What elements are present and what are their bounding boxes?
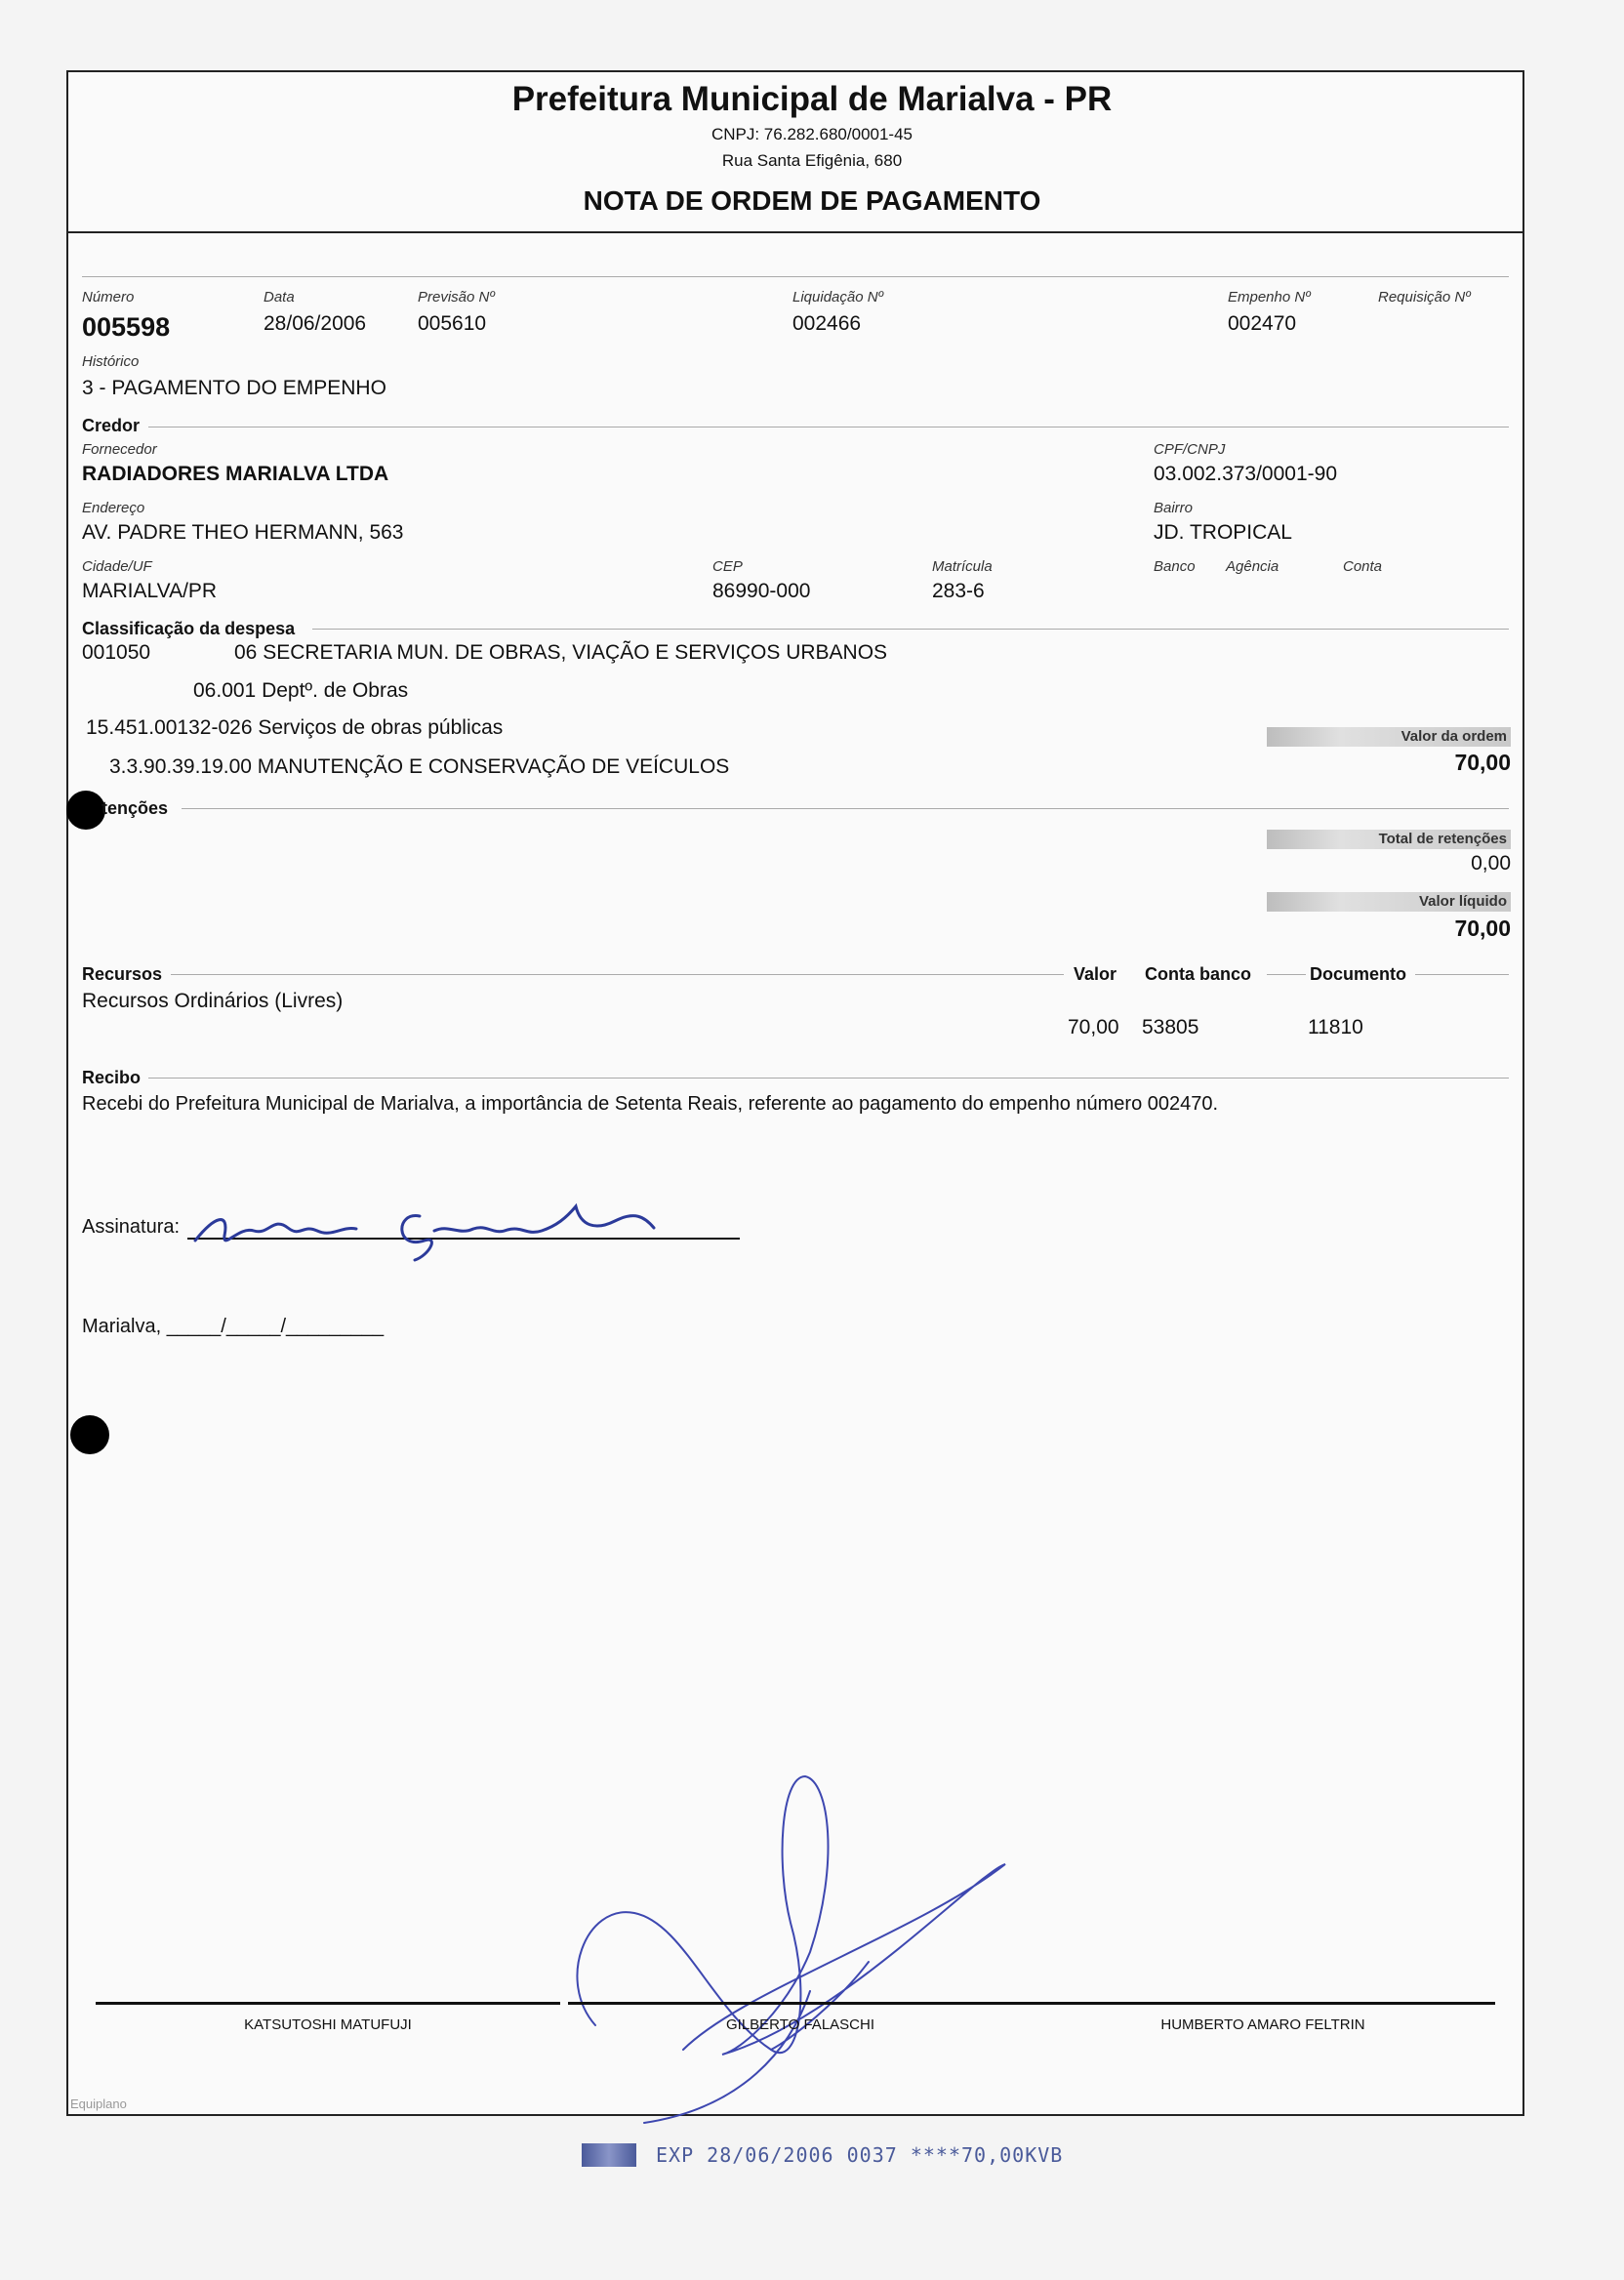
endereco-value: AV. PADRE THEO HERMANN, 563 bbox=[82, 521, 404, 544]
signature-line-3 bbox=[1031, 2002, 1495, 2005]
retencoes-rule bbox=[182, 808, 1509, 809]
top-rule bbox=[82, 276, 1509, 277]
previsao-value: 005610 bbox=[418, 312, 487, 335]
recursos-conta: 53805 bbox=[1142, 1016, 1199, 1038]
total-retencoes-label: Total de retenções bbox=[1267, 830, 1511, 849]
recipient-signature bbox=[185, 1197, 693, 1265]
liquidacao-label: Liquidação Nº bbox=[792, 289, 884, 305]
cnpj-text: CNPJ: 76.282.680/0001-45 bbox=[710, 125, 914, 143]
bank-logo-icon bbox=[582, 2143, 636, 2167]
valor-ordem-value: 70,00 bbox=[1454, 750, 1511, 775]
cidade-value: MARIALVA/PR bbox=[82, 580, 218, 602]
signatory-1: KATSUTOSHI MATUFUJI bbox=[244, 2016, 412, 2033]
recibo-text: Recebi do Prefeitura Municipal de Marialva, a importância de Setenta Reais, referente ao pagamento do empenho número 002470. bbox=[82, 1093, 1219, 1115]
authorizer-signature bbox=[547, 1757, 1074, 2128]
elemento-text: 3.3.90.39.19.00 MANUTENÇÃO E CONSERVAÇÃO DE VEÍCULOS bbox=[109, 755, 730, 778]
recursos-valor-label: Valor bbox=[1074, 964, 1117, 984]
bairro-value: JD. TROPICAL bbox=[1154, 521, 1292, 544]
numero-label: Número bbox=[82, 289, 135, 305]
recursos-rule-3 bbox=[1415, 974, 1509, 975]
municipality-title: Prefeitura Municipal de Marialva - PR bbox=[511, 80, 1113, 118]
recibo-section: Recibo bbox=[82, 1068, 142, 1087]
dept-text: 06.001 Deptº. de Obras bbox=[193, 679, 409, 702]
funcional-text: 15.451.00132-026 Serviços de obras públicas bbox=[86, 716, 504, 739]
requisicao-label: Requisição Nº bbox=[1378, 289, 1471, 305]
classificacao-code: 001050 bbox=[82, 641, 151, 664]
data-value: 28/06/2006 bbox=[264, 312, 367, 335]
signature-line-2 bbox=[568, 2002, 1033, 2005]
matricula-value: 283-6 bbox=[932, 580, 985, 602]
conta-label: Conta bbox=[1343, 558, 1383, 575]
bairro-label: Bairro bbox=[1154, 500, 1194, 516]
valor-ordem-label: Valor da ordem bbox=[1267, 727, 1511, 747]
recursos-valor: 70,00 bbox=[1068, 1016, 1119, 1038]
recursos-conta-label: Conta banco bbox=[1145, 964, 1252, 984]
cep-label: CEP bbox=[712, 558, 743, 575]
cep-value: 86990-000 bbox=[712, 580, 811, 602]
classificacao-section: Classificação da despesa bbox=[82, 619, 296, 638]
empenho-label: Empenho Nº bbox=[1228, 289, 1311, 305]
credor-section: Credor bbox=[82, 416, 141, 435]
cidade-label: Cidade/UF bbox=[82, 558, 152, 575]
secretaria-text: 06 SECRETARIA MUN. DE OBRAS, VIAÇÃO E SERVIÇOS URBANOS bbox=[234, 641, 888, 664]
signatory-2: GILBERTO FALASCHI bbox=[726, 2016, 874, 2033]
liquidacao-value: 002466 bbox=[792, 312, 862, 335]
header-divider bbox=[66, 231, 1524, 233]
recursos-section: Recursos bbox=[82, 964, 163, 984]
local-date: Marialva, _____/_____/_________ bbox=[82, 1316, 385, 1337]
historico-label: Histórico bbox=[82, 353, 140, 370]
recursos-rule bbox=[171, 974, 1064, 975]
recursos-documento-label: Documento bbox=[1310, 964, 1406, 984]
credor-rule bbox=[148, 427, 1509, 428]
punch-hole-dot-2 bbox=[70, 1415, 109, 1454]
numero-value: 005598 bbox=[82, 312, 171, 342]
fornecedor-label: Fornecedor bbox=[82, 441, 157, 458]
valor-liquido-value: 70,00 bbox=[1454, 916, 1511, 941]
banco-label: Banco bbox=[1154, 558, 1196, 575]
recibo-rule bbox=[148, 1078, 1509, 1079]
data-label: Data bbox=[264, 289, 295, 305]
endereco-label: Endereço bbox=[82, 500, 145, 516]
bank-stamp-text: EXP 28/06/2006 0037 ****70,00KVB bbox=[656, 2143, 1064, 2167]
document-title: NOTA DE ORDEM DE PAGAMENTO bbox=[583, 185, 1041, 216]
recursos-descricao: Recursos Ordinários (Livres) bbox=[82, 990, 344, 1012]
recursos-documento: 11810 bbox=[1308, 1016, 1363, 1038]
agencia-label: Agência bbox=[1226, 558, 1279, 575]
signatory-3: HUMBERTO AMARO FELTRIN bbox=[1160, 2016, 1365, 2033]
empenho-value: 002470 bbox=[1228, 312, 1297, 335]
punch-hole-dot bbox=[66, 791, 105, 830]
retencoes-section: tenções bbox=[102, 798, 169, 818]
total-retencoes-value: 0,00 bbox=[1471, 852, 1511, 875]
recursos-rule-2 bbox=[1267, 974, 1306, 975]
fornecedor-value: RADIADORES MARIALVA LTDA bbox=[82, 463, 389, 485]
valor-liquido-label: Valor líquido bbox=[1267, 892, 1511, 912]
cpf-label: CPF/CNPJ bbox=[1154, 441, 1226, 458]
assinatura-label: Assinatura: bbox=[82, 1216, 181, 1238]
cpf-value: 03.002.373/0001-90 bbox=[1154, 463, 1338, 485]
equiplano-text: Equiplano bbox=[70, 2097, 127, 2111]
classificacao-rule bbox=[312, 629, 1509, 630]
historico-value: 3 - PAGAMENTO DO EMPENHO bbox=[82, 377, 386, 399]
address-text: Rua Santa Efigênia, 680 bbox=[721, 151, 903, 170]
signature-line-1 bbox=[96, 2002, 560, 2005]
previsao-label: Previsão Nº bbox=[418, 289, 495, 305]
matricula-label: Matrícula bbox=[932, 558, 993, 575]
